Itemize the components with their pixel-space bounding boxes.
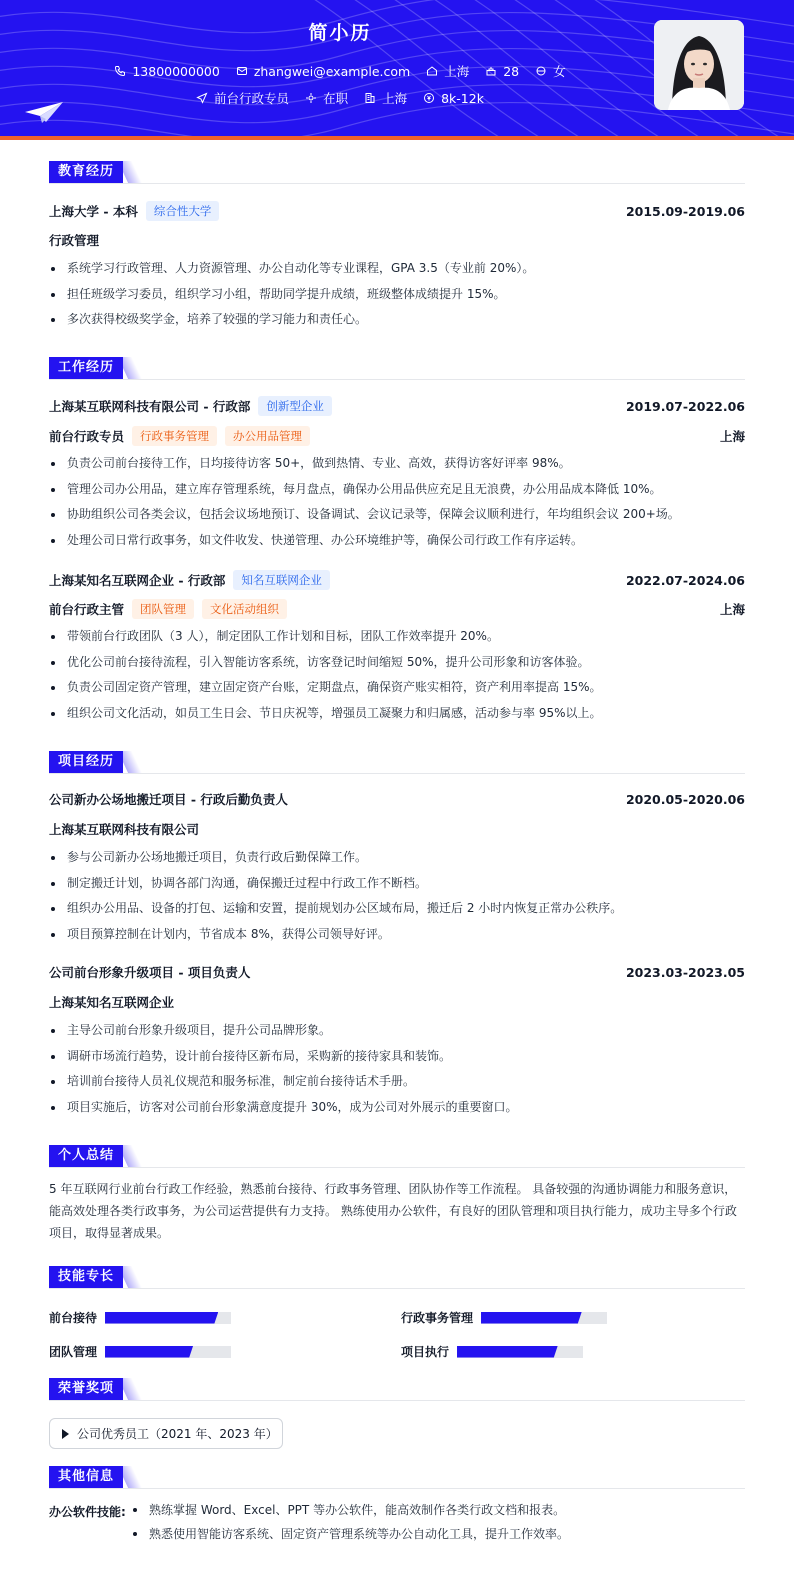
list-item: 熟练掌握 Word、Excel、PPT 等办公软件，能高效制作各类行政文档和报表。	[131, 1498, 569, 1522]
skill-item	[401, 1309, 607, 1326]
summary-line: 5 年互联网行业前台行政工作经验，熟悉前台接待、行政事务管理、团队协作等工作流程。 具备较强的沟通协调能力和服务意识，	[49, 1182, 737, 1196]
location-text: 上海	[444, 64, 470, 79]
list-item: 负责公司固定资产管理，建立固定资产台账，定期盘点，确保资产账实相符，资产利用率提高 15%。	[49, 675, 745, 701]
skill-name: 团队管理	[49, 1345, 98, 1359]
list-item: 组织公司文化活动，如员工生日会、节日庆祝等，增强员工凝聚力和归属感，活动参与率 95%以上。	[49, 701, 745, 727]
mail-icon	[236, 65, 248, 77]
list-item: 主导公司前台形象升级项目，提升公司品牌形象。	[49, 1018, 745, 1044]
work-city: 上海	[719, 602, 745, 617]
awards-section	[49, 1378, 745, 1458]
email-text: zhangwei@example.com	[253, 63, 411, 79]
section-title-label: 教育经历	[49, 161, 123, 183]
role-name: 前台行政主管	[49, 602, 125, 617]
role-tag: 行政事务管理	[132, 426, 217, 446]
skill-bar	[457, 1346, 583, 1358]
list-item: 优化公司前台接待流程，引入智能访客系统，访客登记时间缩短 50%，提升公司形象和访客体验。	[49, 650, 745, 676]
work-bullets	[49, 451, 745, 553]
role-tag: 文化活动组织	[202, 599, 287, 619]
role-tag: 办公用品管理	[225, 426, 310, 446]
project-bullets	[49, 1018, 745, 1120]
projects-section	[49, 751, 745, 1131]
list-item: 培训前台接待人员礼仪规范和服务标准，制定前台接待话术手册。	[49, 1069, 745, 1095]
list-item: 负责公司前台接待工作，日均接待访客 50+，做到热情、专业、高效，获得访客好评率 98%。	[49, 451, 745, 477]
skill-name: 项目执行	[401, 1345, 450, 1359]
project-header	[49, 790, 745, 808]
section-title-label: 技能专长	[49, 1266, 123, 1288]
major-name: 行政管理	[49, 233, 100, 248]
list-item: 参与公司新办公场地搬迁项目，负责行政后勤保障工作。	[49, 845, 745, 871]
award-text: 公司优秀员工（2021 年、2023 年）	[77, 1427, 278, 1441]
city-text: 上海	[382, 91, 408, 106]
work-city: 上海	[719, 429, 745, 444]
contact-phone	[114, 64, 219, 79]
resume-header	[0, 0, 794, 140]
project-bullets	[49, 845, 745, 947]
list-item: 带领前台行政团队（3 人），制定团队工作计划和目标，团队工作效率提升 20%。	[49, 624, 745, 650]
position-text: 前台行政专员	[214, 91, 290, 106]
list-item: 系统学习行政管理、人力资源管理、办公自动化等专业课程，GPA 3.5（专业前 20%）。	[49, 256, 745, 282]
skill-item	[49, 1343, 231, 1360]
contact-email	[236, 64, 410, 79]
summary-line: 能高效处理各类行政事务，为公司运营提供有力支持。 熟练使用办公软件，有良好的团队管理和项目执行能力，成功主导多个行政	[49, 1204, 737, 1218]
contact-location	[426, 62, 469, 80]
list-item: 调研市场流行趋势，设计前台接待区新布局，采购新的接待家具和装饰。	[49, 1044, 745, 1070]
skill-bar	[105, 1312, 231, 1324]
list-item: 管理公司办公用品，建立库存管理系统，每月盘点，确保办公用品供应充足且无浪费，办公用品成本降低 10%。	[49, 477, 745, 503]
work-role-row	[49, 599, 745, 619]
skill-bar	[105, 1346, 231, 1358]
work-header	[49, 396, 745, 416]
section-title-label: 个人总结	[49, 1145, 123, 1167]
skill-bar-fill	[481, 1312, 582, 1324]
work-date: 2019.07-2022.06	[625, 398, 745, 414]
education-header	[49, 201, 745, 221]
company-name: 上海某互联网科技有限公司 - 行政部	[49, 399, 251, 414]
list-item: 制定搬迁计划，协调各部门沟通，确保搬迁过程中行政工作不断档。	[49, 871, 745, 897]
section-title	[49, 357, 745, 380]
intent-status	[305, 89, 348, 107]
section-title	[49, 161, 745, 184]
other-section	[49, 1466, 745, 1591]
skill-bar-fill	[105, 1312, 218, 1324]
portrait-image	[654, 20, 744, 110]
avatar	[654, 20, 744, 110]
section-title-label: 荣誉奖项	[49, 1378, 123, 1400]
project-header	[49, 963, 745, 981]
skill-item	[401, 1343, 583, 1360]
list-item: 担任班级学习委员，组织学习小组，帮助同学提升成绩，班级整体成绩提升 15%。	[49, 282, 745, 308]
award-item[interactable]	[49, 1418, 283, 1449]
project-org: 上海某互联网科技有限公司	[49, 822, 200, 837]
skill-bar	[481, 1312, 607, 1324]
other-label: 办公软件技能:	[49, 1505, 126, 1519]
work-date: 2022.07-2024.06	[625, 572, 745, 588]
status-text: 在职	[323, 91, 349, 106]
send-icon	[196, 92, 208, 104]
home-icon	[426, 65, 438, 77]
section-title	[49, 1145, 745, 1168]
candidate-name: 简小历	[308, 22, 372, 44]
list-item: 协助组织公司各类会议，包括会议场地预订、设备调试、会议记录等，保障会议顺利进行，年均组织会议 200+场。	[49, 502, 745, 528]
section-title	[49, 1266, 745, 1289]
list-item: 熟悉使用智能访客系统、固定资产管理系统等办公自动化工具，提升工作效率。	[131, 1522, 569, 1546]
section-title-label: 项目经历	[49, 751, 123, 773]
company-tag: 知名互联网企业	[233, 570, 330, 590]
job-intent-row	[0, 89, 680, 107]
project-date: 2023.03-2023.05	[625, 964, 745, 980]
summary-section	[49, 1145, 745, 1260]
skill-name: 行政事务管理	[401, 1311, 474, 1325]
section-title-label: 其他信息	[49, 1466, 123, 1488]
project-org-row	[49, 993, 745, 1011]
phone-icon	[114, 65, 126, 77]
school-tag: 综合性大学	[146, 201, 220, 221]
building-icon	[364, 92, 376, 104]
education-bullets	[49, 256, 745, 333]
section-title	[49, 1378, 745, 1401]
salary-text: 8k-12k	[441, 90, 484, 106]
list-item: 项目预算控制在计划内，节省成本 8%，获得公司领导好评。	[49, 922, 745, 948]
list-item: 多次获得校级奖学金，培养了较强的学习能力和责任心。	[49, 307, 745, 333]
work-bullets	[49, 624, 745, 726]
skill-bar-fill	[105, 1346, 193, 1358]
cake-icon	[485, 65, 497, 77]
intent-salary	[423, 91, 484, 106]
skills-section	[49, 1266, 745, 1366]
project-date: 2020.05-2020.06	[625, 791, 745, 807]
project-title: 公司前台形象升级项目 - 项目负责人	[49, 965, 251, 980]
intent-city	[364, 89, 407, 107]
paper-plane-icon	[24, 100, 64, 124]
other-list	[131, 1498, 569, 1546]
list-item: 组织办公用品、设备的打包、运输和安置，提前规划办公区域布局，搬迁后 2 小时内恢复正常办公秩序。	[49, 896, 745, 922]
project-title: 公司新办公场地搬迁项目 - 行政后勤负责人	[49, 792, 288, 807]
status-icon	[305, 92, 317, 104]
phone-text: 13800000000	[132, 63, 220, 79]
summary-line: 项目，取得显著成果。	[49, 1226, 170, 1240]
work-section	[49, 357, 745, 737]
company-tag: 创新型企业	[258, 396, 332, 416]
gender-text: 女	[553, 64, 566, 79]
project-org: 上海某知名互联网企业	[49, 995, 175, 1010]
role-tag: 团队管理	[132, 599, 194, 619]
education-section	[49, 161, 745, 341]
caret-right-icon	[62, 1429, 69, 1439]
intent-position	[196, 89, 289, 107]
project-org-row	[49, 820, 745, 838]
skill-item	[49, 1309, 231, 1326]
education-date: 2015.09-2019.06	[625, 203, 745, 219]
school-name: 上海大学 - 本科	[49, 204, 138, 219]
section-title	[49, 751, 745, 774]
section-title-label: 工作经历	[49, 357, 123, 379]
work-role-row	[49, 426, 745, 446]
skill-bar-fill	[457, 1346, 558, 1358]
list-item: 项目实施后，访客对公司前台形象满意度提升 30%，成为公司对外展示的重要窗口。	[49, 1095, 745, 1121]
gender-icon	[535, 65, 547, 77]
summary-text	[49, 1178, 745, 1244]
skill-name: 前台接待	[49, 1311, 98, 1325]
salary-icon	[423, 92, 435, 104]
work-header	[49, 570, 745, 590]
age-text: 28	[503, 63, 520, 79]
contact-gender	[535, 62, 566, 80]
section-title	[49, 1466, 745, 1489]
list-item: 处理公司日常行政事务，如文件收发、快递管理、办公环境维护等，确保公司行政工作有序运转。	[49, 528, 745, 554]
contact-age	[485, 64, 519, 79]
company-name: 上海某知名互联网企业 - 行政部	[49, 573, 226, 588]
contact-row	[0, 62, 680, 80]
education-major-row	[49, 231, 745, 249]
role-name: 前台行政专员	[49, 429, 125, 444]
